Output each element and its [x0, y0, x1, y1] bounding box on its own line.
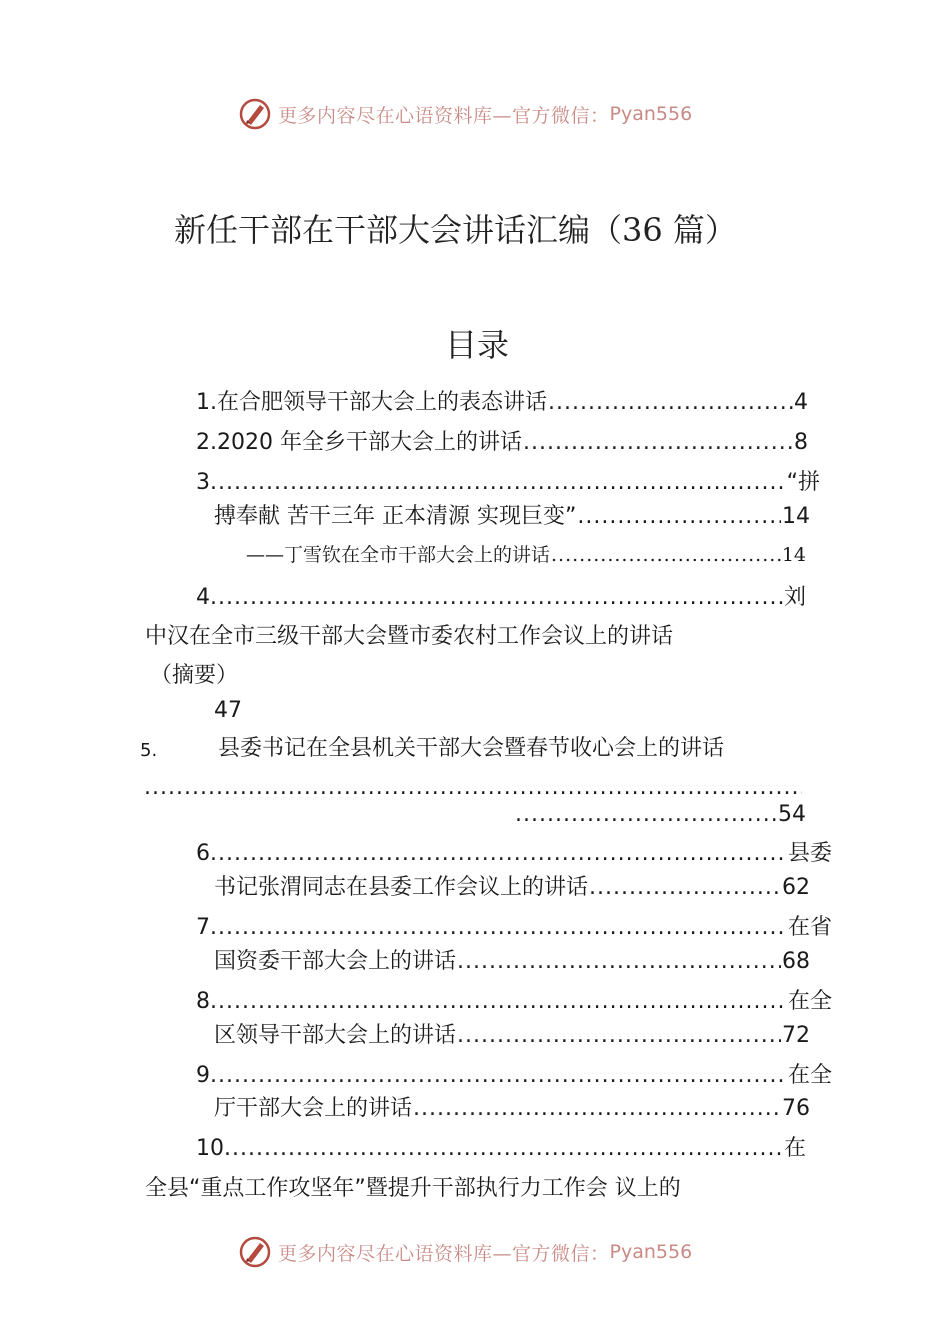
toc-entry-label-start: “拼	[786, 470, 820, 495]
toc-entry-label: 国资委干部大会上的讲话	[214, 949, 457, 974]
toc-entry-number: 5.	[140, 740, 158, 761]
toc-page-number: 68	[782, 949, 810, 974]
toc-entry-2[interactable]	[196, 428, 808, 458]
toc-leader	[548, 388, 793, 418]
watermark-text: 更多内容尽在心语资料库—官方微信：	[278, 1242, 610, 1265]
toc-entry-number: 7.	[196, 915, 217, 940]
toc-entry-3-subtitle[interactable]	[246, 540, 806, 570]
toc-entry-10[interactable]	[196, 1134, 806, 1164]
toc-leader	[218, 583, 783, 613]
toc-entry-number: 9.	[196, 1063, 217, 1088]
toc-entry-number: 4.	[196, 585, 217, 610]
toc-entry-3[interactable]	[196, 468, 820, 498]
toc-entry-number: 8.	[196, 989, 217, 1014]
watermark-text: 更多内容尽在心语资料库—官方微信：	[278, 104, 610, 127]
toc-entry-4-line-3: （摘要）	[150, 663, 239, 688]
toc-entry-8-continued[interactable]	[214, 1021, 810, 1051]
toc-entry-5-page-line[interactable]	[514, 800, 806, 830]
toc-entry-label: 1.在合肥领导干部大会上的表态讲话	[196, 390, 547, 415]
toc-page-number: 8	[794, 430, 808, 455]
watermark-banner-top	[238, 96, 692, 132]
toc-entry-5-leader-line	[143, 773, 803, 803]
toc-entry-label: 2.2020 年全乡干部大会上的讲话	[196, 430, 522, 455]
toc-entry-6-continued[interactable]	[214, 873, 810, 903]
toc-leader	[523, 428, 793, 458]
toc-leader	[413, 1094, 781, 1124]
toc-leader	[577, 502, 781, 532]
toc-page-number: 72	[782, 1023, 810, 1048]
toc-entry-label-start: 在省	[787, 915, 832, 940]
toc-leader	[218, 468, 786, 498]
toc-leader	[457, 1021, 781, 1051]
toc-leader	[144, 773, 802, 803]
document-title: 新任干部在干部大会讲话汇编（36 篇）	[174, 211, 737, 249]
toc-entry-label: 书记张渭同志在县委工作会议上的讲话	[214, 875, 589, 900]
toc-entry-number: 3.	[196, 470, 217, 495]
toc-entry-8[interactable]	[196, 987, 832, 1017]
toc-page-number: 4	[794, 390, 808, 415]
toc-entry-7-continued[interactable]	[214, 947, 810, 977]
toc-leader	[232, 1134, 783, 1164]
watermark-wechat-id: Pyan556	[609, 103, 693, 125]
toc-leader	[589, 873, 781, 903]
toc-page-number: 14	[781, 544, 806, 566]
toc-entry-label: 厅干部大会上的讲话	[214, 1096, 413, 1121]
toc-heading: 目录	[445, 326, 510, 364]
watermark-wechat-id: Pyan556	[609, 1241, 693, 1263]
watermark-banner-bottom	[238, 1234, 692, 1270]
toc-page-number: 76	[782, 1096, 810, 1121]
toc-entry-5-label[interactable]: 县委书记在全县机关干部大会暨春节收心会上的讲话	[218, 736, 725, 761]
toc-entry-6[interactable]	[196, 839, 832, 869]
toc-entry-1[interactable]	[196, 388, 808, 418]
toc-leader	[218, 1061, 787, 1091]
toc-entry-label: 区领导干部大会上的讲话	[214, 1023, 457, 1048]
toc-entry-label: 搏奉献 苦干三年 正本清源 实现巨变”	[214, 504, 577, 529]
toc-entry-label-start: 在全	[787, 989, 832, 1014]
toc-leader	[457, 947, 781, 977]
toc-leader	[218, 839, 787, 869]
toc-entry-label-start: 刘	[783, 585, 806, 610]
toc-leader	[515, 800, 777, 830]
toc-entry-number: 10.	[196, 1136, 231, 1161]
toc-page-number: 54	[778, 802, 806, 827]
pen-seal-icon	[238, 97, 272, 131]
toc-leader	[551, 540, 781, 570]
toc-entry-9[interactable]	[196, 1061, 832, 1091]
toc-entry-4-line-2: 中汉在全市三级干部大会暨市委农村工作会议上的讲话	[145, 624, 674, 649]
toc-subtitle-label: ——丁雪钦在全市干部大会上的讲话	[246, 544, 551, 566]
toc-entry-3-continued[interactable]	[214, 502, 810, 532]
toc-leader	[218, 987, 787, 1017]
toc-entry-7[interactable]	[196, 913, 832, 943]
toc-page-number: 47	[214, 698, 242, 723]
toc-entry-label-start: 在	[783, 1136, 806, 1161]
toc-page-number: 14	[782, 504, 810, 529]
toc-entry-label-start: 县委	[787, 841, 832, 866]
toc-entry-10-line-2: 全县“重点工作攻坚年”暨提升干部执行力工作会 议上的	[145, 1176, 681, 1201]
toc-leader	[218, 913, 787, 943]
toc-entry-label-start: 在全	[787, 1063, 832, 1088]
toc-entry-number: 6.	[196, 841, 217, 866]
pen-seal-icon	[238, 1235, 272, 1269]
toc-entry-4[interactable]	[196, 583, 806, 613]
toc-page-number: 62	[782, 875, 810, 900]
toc-entry-9-continued[interactable]	[214, 1094, 810, 1124]
